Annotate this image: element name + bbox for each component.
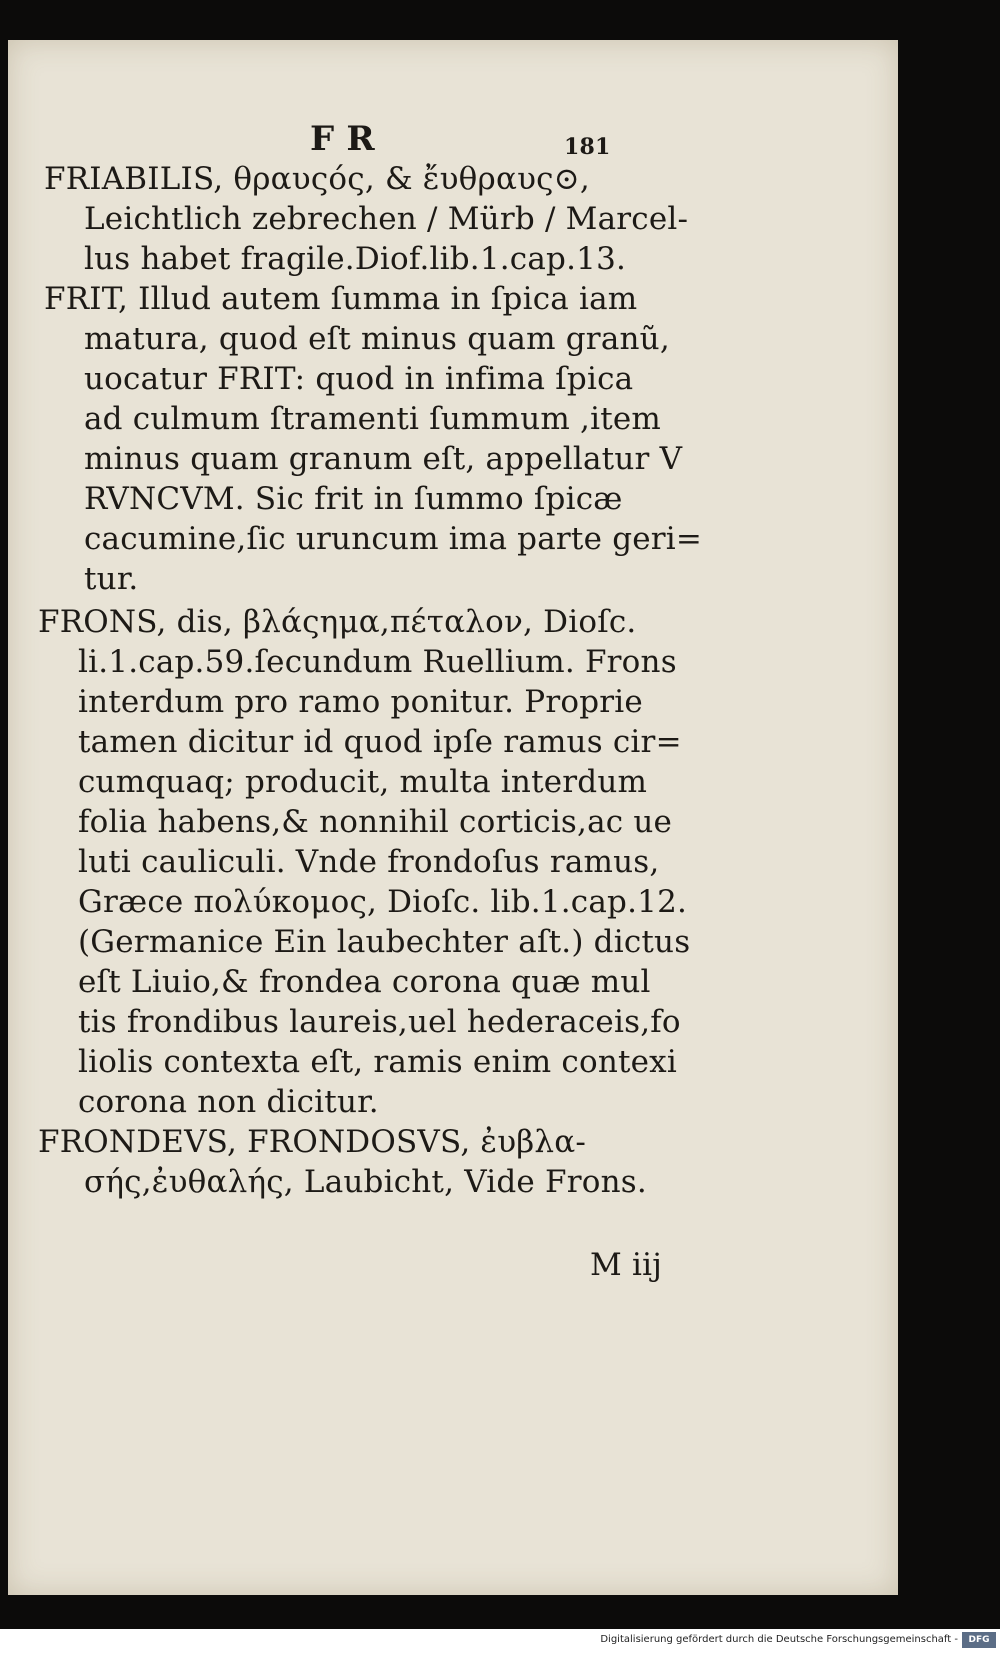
text-line: tamen dicitur id quod ipſe ramus cir= [78,724,682,760]
text-line: FRIT, Illud autem ſumma in ſpica iam [44,281,638,317]
text-line: liolis contexta eſt, ramis enim contexi [78,1044,677,1080]
text-line: Leichtlich zebrechen / Mürb / Marcel- [84,201,689,237]
text-line: uocatur FRIT: quod in infima ſpica [84,361,634,397]
text-line: ad culmum ſtramenti ſummum ,item [84,401,662,437]
text-line: σής,ἐυθαλής, Laubicht, Vide Frons. [84,1164,647,1200]
text-line: interdum pro ramo ponitur. Proprie [78,684,643,720]
footer-bar [0,1629,1000,1653]
text-line: (Germanice Ein laubechter aſt.) dictus [78,924,691,960]
page-text [8,40,898,1595]
funding-credit: Digitalisierung gefördert durch die Deutsche Forschungsgemeinschaft - [600,1634,958,1645]
text-line: lus habet fragile.Diof.lib.1.cap.13. [84,241,627,277]
text-line: FRONDEVS, FRONDOSVS, ἐυβλα- [38,1124,587,1160]
text-line: corona non dicitur. [78,1084,379,1120]
page-number: 181 [564,134,611,160]
dfg-logo: DFG [962,1632,996,1648]
text-line: matura, quod eſt minus quam granũ, [84,321,670,357]
text-line: tur. [84,561,139,597]
signature-mark: M iij [590,1247,663,1283]
text-line: FRONS, dis, βλάςημα,πέταλον, Dioſc. [38,604,637,640]
book-page [8,40,898,1595]
text-line: FRIABILIS, θραυςός, & ἔυθραυς⊙, [44,161,590,197]
text-line: cacumine,ſic uruncum ima parte geri= [84,521,703,557]
running-header: F R [310,119,375,159]
text-line: eſt Liuio,& frondea corona quæ mul [78,964,651,1000]
text-line: folia habens,& nonnihil corticis,ac ue [78,804,673,840]
text-line: RVNCVM. Sic frit in ſummo ſpicæ [84,481,623,517]
text-line: minus quam granum eſt, appellatur V [84,441,683,477]
text-line: tis frondibus laureis,uel hederaceis,fo [78,1004,681,1040]
text-line: luti cauliculi. Vnde frondoſus ramus, [78,844,660,880]
text-line: li.1.cap.59.ſecundum Ruellium. Frons [78,644,677,680]
text-line: cumquaq; producit, multa interdum [78,764,648,800]
text-line: Græce πολύκομος, Dioſc. lib.1.cap.12. [78,884,688,920]
